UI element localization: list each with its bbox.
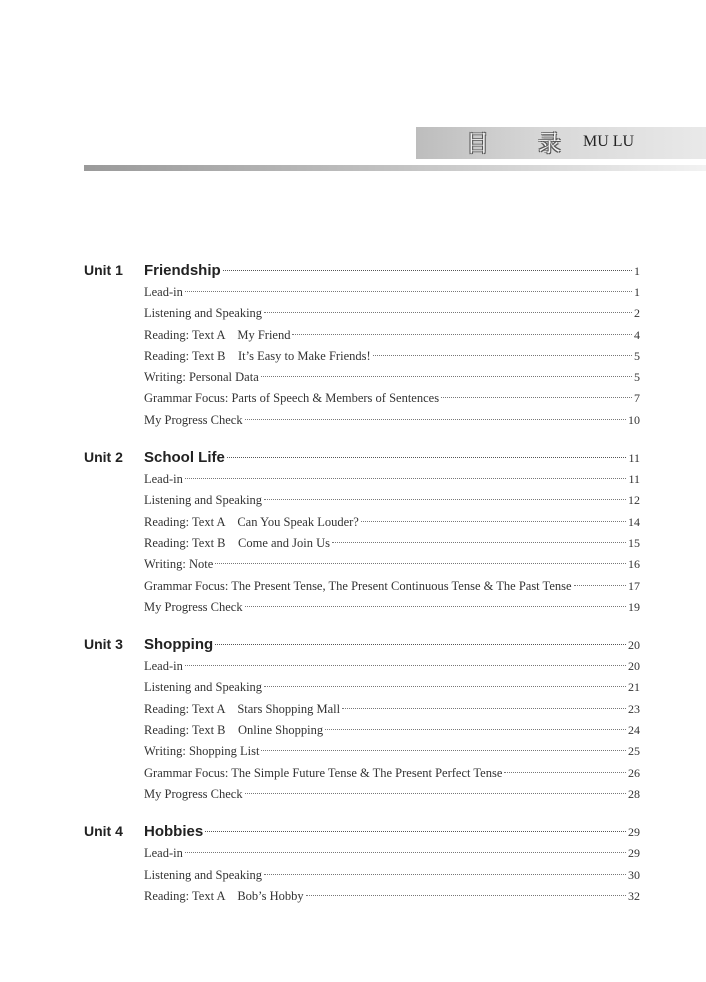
dot-leader — [332, 542, 626, 543]
page-number: 1 — [634, 264, 640, 278]
unit-heading[interactable] — [84, 258, 640, 282]
page-number: 25 — [628, 744, 640, 759]
toc-entry[interactable] — [84, 597, 640, 618]
dot-leader — [264, 312, 632, 313]
unit-label: Unit 2 — [84, 449, 123, 466]
toc-entry[interactable] — [84, 367, 640, 388]
dot-leader — [325, 729, 626, 730]
toc-entry[interactable] — [84, 512, 640, 533]
header-rule — [84, 165, 706, 171]
toc-entry[interactable] — [84, 490, 640, 511]
toc-entry[interactable] — [84, 533, 640, 554]
unit-section — [84, 632, 640, 805]
dot-leader — [373, 355, 632, 356]
entry-title: Listening and Speaking — [144, 493, 263, 508]
page-number: 1 — [634, 285, 640, 299]
dot-leader — [264, 874, 626, 875]
dot-leader — [227, 457, 627, 458]
toc-entry[interactable] — [84, 576, 640, 597]
page-number: 29 — [628, 825, 640, 840]
page-number: 30 — [628, 867, 640, 882]
entry-title: Reading: Text A Stars Shopping Mall — [144, 701, 341, 716]
unit-entries — [84, 282, 640, 431]
dot-leader — [205, 831, 626, 832]
page-number: 7 — [634, 391, 640, 406]
toc-title-cn-char-2: 录 — [538, 131, 562, 157]
toc-entry[interactable] — [84, 677, 640, 698]
entry-title: My Progress Check — [144, 786, 243, 801]
entry-title: Lead-in — [144, 285, 183, 299]
dot-leader — [215, 644, 626, 645]
unit-entries — [84, 656, 640, 805]
dot-leader — [264, 686, 626, 687]
dot-leader — [504, 772, 626, 773]
toc-entry[interactable] — [84, 741, 640, 762]
page-number: 28 — [628, 786, 640, 801]
unit-entries — [84, 469, 640, 618]
unit-label: Unit 4 — [84, 823, 123, 840]
unit-label: Unit 1 — [84, 262, 123, 278]
page-number: 21 — [628, 680, 640, 695]
toc-title-en: MU LU — [583, 133, 635, 150]
dot-leader — [264, 499, 626, 500]
toc-entry[interactable] — [84, 720, 640, 741]
entry-title: Writing: Note — [144, 557, 214, 572]
page-number: 16 — [628, 557, 640, 572]
dot-leader — [245, 793, 626, 794]
unit-title: School Life — [144, 449, 225, 467]
page-number: 15 — [628, 535, 640, 550]
dot-leader — [574, 585, 626, 586]
entry-title: Reading: Text B Come and Join Us — [144, 535, 331, 550]
entry-title: Listening and Speaking — [144, 680, 263, 695]
entry-title: Grammar Focus: The Simple Future Tense & The Present Perfect Tense — [144, 765, 503, 780]
entry-title: My Progress Check — [144, 412, 243, 427]
entry-title: Lead-in — [144, 472, 183, 487]
toc-entry[interactable] — [84, 784, 640, 805]
entry-title: Reading: Text A Bob’s Hobby — [144, 888, 304, 903]
unit-entries — [84, 843, 640, 907]
unit-heading[interactable] — [84, 445, 640, 469]
entry-title: Grammar Focus: The Present Tense, The Present Continuous Tense & The Past Tense — [144, 578, 572, 593]
page-number: 17 — [628, 578, 640, 593]
page-number: 29 — [628, 846, 640, 861]
page-number: 24 — [628, 723, 640, 738]
toc-entry[interactable] — [84, 886, 640, 907]
page-number: 2 — [634, 306, 640, 321]
toc-entry[interactable] — [84, 410, 640, 431]
toc-entry[interactable] — [84, 865, 640, 886]
page-number: 10 — [628, 412, 640, 427]
toc-entry[interactable] — [84, 346, 640, 367]
dot-leader — [185, 478, 627, 479]
page-number: 5 — [634, 348, 640, 363]
toc-entry[interactable] — [84, 656, 640, 677]
entry-title: Reading: Text A My Friend — [144, 327, 291, 342]
dot-leader — [185, 665, 626, 666]
table-of-contents — [84, 258, 640, 921]
dot-leader — [361, 521, 626, 522]
toc-title-cn-char-1: 目 — [466, 131, 490, 157]
unit-label: Unit 3 — [84, 636, 123, 653]
entry-title: Lead-in — [144, 659, 183, 674]
page-number: 23 — [628, 701, 640, 716]
dot-leader — [215, 563, 626, 564]
entry-title: Listening and Speaking — [144, 306, 263, 321]
dot-leader — [245, 606, 626, 607]
toc-entry[interactable] — [84, 282, 640, 303]
page-number: 20 — [628, 659, 640, 674]
unit-title: Friendship — [144, 262, 221, 279]
dot-leader — [261, 376, 632, 377]
dot-leader — [245, 419, 626, 420]
page-number: 14 — [628, 514, 640, 529]
unit-heading[interactable] — [84, 819, 640, 843]
dot-leader — [185, 852, 626, 853]
unit-section — [84, 819, 640, 907]
toc-entry[interactable] — [84, 469, 640, 490]
toc-entry[interactable] — [84, 388, 640, 409]
page-number: 11 — [628, 472, 640, 487]
page-number: 32 — [628, 888, 640, 903]
unit-title: Hobbies — [144, 823, 204, 841]
dot-leader — [306, 895, 626, 896]
page-number: 19 — [628, 599, 640, 614]
dot-leader — [185, 291, 632, 292]
entry-title: Reading: Text B Online Shopping — [144, 723, 324, 738]
toc-entry[interactable] — [84, 699, 640, 720]
page-number: 26 — [628, 765, 640, 780]
page-number: 11 — [628, 451, 640, 466]
toc-entry[interactable] — [84, 843, 640, 864]
unit-section — [84, 258, 640, 431]
entry-title: Writing: Personal Data — [144, 370, 259, 385]
page-number: 12 — [628, 493, 640, 508]
dot-leader — [292, 334, 632, 335]
page-number: 4 — [634, 327, 640, 342]
entry-title: Reading: Text A Can You Speak Louder? — [144, 514, 359, 529]
entry-title: Lead-in — [144, 846, 183, 861]
dot-leader — [441, 397, 632, 398]
dot-leader — [342, 708, 626, 709]
entry-title: Listening and Speaking — [144, 867, 263, 882]
toc-entry[interactable] — [84, 554, 640, 575]
page-number: 5 — [634, 370, 640, 385]
dot-leader — [223, 270, 632, 271]
entry-title: Grammar Focus: Parts of Speech & Members of Sentences — [144, 391, 440, 406]
unit-heading[interactable] — [84, 632, 640, 656]
unit-section — [84, 445, 640, 618]
toc-entry[interactable] — [84, 325, 640, 346]
entry-title: Reading: Text B It’s Easy to Make Friends! — [144, 348, 371, 363]
entry-title: My Progress Check — [144, 599, 243, 614]
toc-entry[interactable] — [84, 763, 640, 784]
entry-title: Writing: Shopping List — [144, 744, 260, 759]
dot-leader — [261, 750, 626, 751]
unit-title: Shopping — [144, 636, 214, 654]
page-number: 20 — [628, 638, 640, 653]
toc-entry[interactable] — [84, 303, 640, 324]
